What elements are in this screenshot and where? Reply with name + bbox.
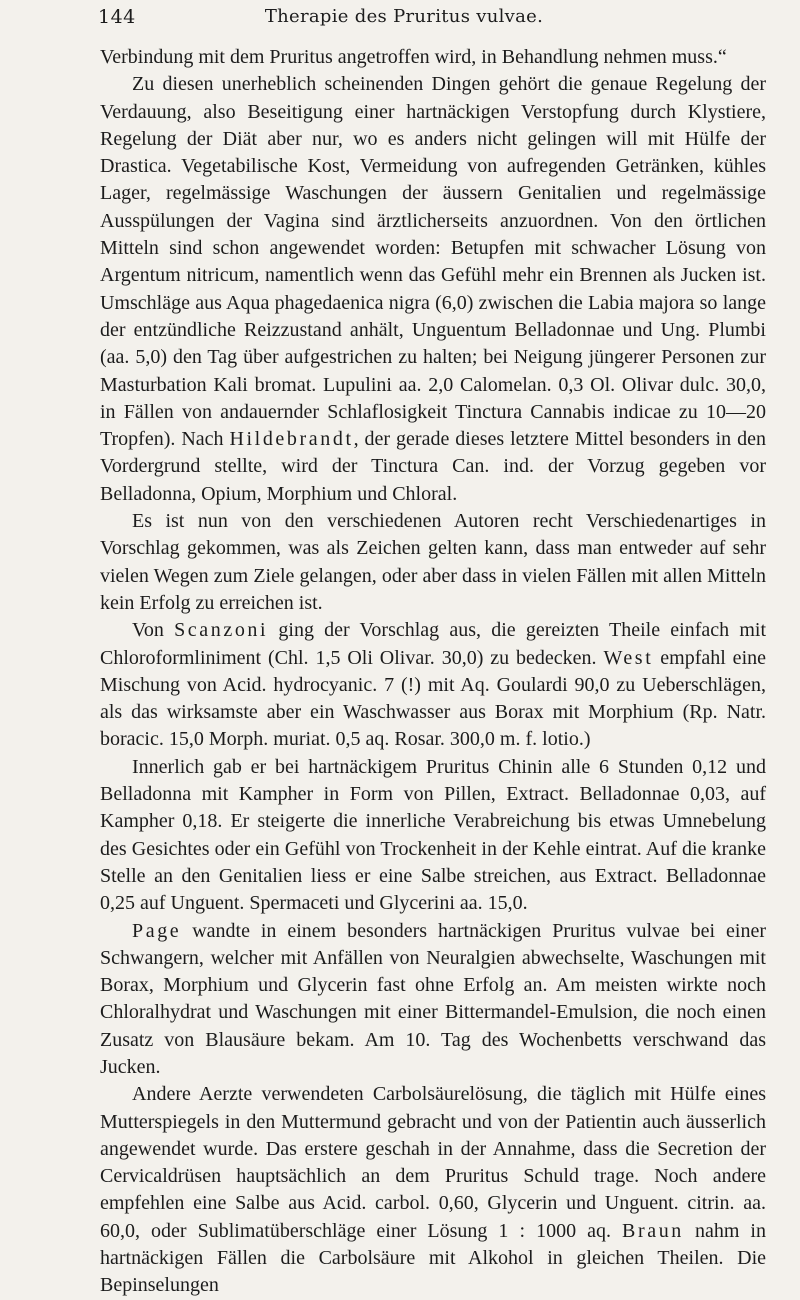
text-segment: Zu diesen unerheblich scheinenden Dingen gehört die genaue Regelung der Verdauung, also Beseitigung einer hartnäckigen Verstopfung durch Klystiere, Regelung der Diät aber nur, wo es anders nicht gelingen will mit Hülfe der Drastica. Vegetabilische Kost, Vermeidung von aufregenden Getränken, kühles Lager, regelmässige Waschungen der äussern Genitalien und regelmässige Ausspülungen der Vagina sind ärztlicherseits anzuordnen. Von den örtlichen Mitteln sind schon angewendet worden: Betupfen mit schwacher Lösung von Argentum nitricum, namentlich wenn das Gefühl mehr ein Brennen als Jucken ist. Umschläge aus Aqua phagedaenica nigra (6,0) zwischen die Labia majora so lange der entzündliche Reizzustand anhält, Unguentum Belladonnae und Ung. Plumbi (aa. 5,0) den Tag über aufgestrichen zu halten; bei Neigung jüngerer Personen zur Masturbation Kali bromat. Lupulini aa. 2,0 Calomelan. 0,3 Ol. Olivar dulc. 30,0, in Fällen von andauernder Schlaflosigkeit Tinctura Cannabis indicae zu 10—20 Tropfen). Nach <box>100 73 766 451</box>
page-number: 144 <box>98 6 136 28</box>
author-name: Hildebrandt <box>229 428 354 451</box>
paragraph <box>100 754 766 918</box>
text-segment: empfahl eine Mischung von Acid. hydrocyanic. 7 (!) mit Aq. Goulardi 90,0 zu Ueberschlägen, als das wirksamste aber ein Waschwasser aus Borax mit Morphium (Rp. Natr. boracic. 15,0 Morph. muriat. 0,5 aq. Rosar. 300,0 m. f. lotio.) <box>100 646 766 751</box>
page-header <box>98 6 710 32</box>
author-name: Braun <box>622 1219 684 1242</box>
text-segment: Verbindung mit dem Pruritus angetroffen wird, in Behandlung nehmen muss.“ <box>100 46 727 68</box>
author-name: Page <box>132 919 182 942</box>
text-segment: Andere Aerzte verwendeten Carbolsäurelösung, die täglich mit Hülfe eines Mutterspiegels in den Muttermund gebracht und von der Patientin auch äusserlich angewendet wurde. Das erstere geschah in der Annahme, dass die Secretion der Cervicaldrüsen hauptsächlich an dem Pruritus Schuld trage. Noch andere empfehlen eine Salbe aus Acid. carbol. 0,60, Glycerin und Unguent. citrin. aa. 60,0, oder Sublimatüberschläge einer Lösung 1 : 1000 aq. <box>100 1083 766 1242</box>
text-segment: wandte in einem besonders hartnäckigen Pruritus vulvae bei einer Schwangern, welcher mit Anfällen von Neuralgien abwechselte, Waschungen mit Borax, Morphium und Glycerin fast ohne Erfolg an. Am meisten wirkte noch Chloralhydrat und Waschungen mit einer Bittermandel-Emulsion, die noch einen Zusatz von Blausäure bekam. Am 10. Tag des Wochenbetts verschwand das Jucken. <box>100 919 766 1078</box>
running-title: Therapie des Pruritus vulvae. <box>264 6 544 27</box>
text-segment: Es ist nun von den verschiedenen Autoren recht Verschiedenartiges in Vorschlag gekommen, was als Zeichen gelten kann, dass man entweder auf sehr vielen Wegen zum Ziele gelangen, oder aber dass in vielen Fällen mit allen Mitteln kein Erfolg zu erreichen ist. <box>100 510 766 614</box>
text-segment: Innerlich gab er bei hartnäckigem Pruritus Chinin alle 6 Stunden 0,12 und Belladonna mit Kampher in Form von Pillen, Extract. Belladonnae 0,03, auf Kampher 0,18. Er steigerte die innerliche Verabreichung bis etwas Umnebelung des Gesichtes oder ein Gefühl von Trockenheit in der Kehle eintrat. Auf die kranke Stelle an den Genitalien liess er eine Salbe streichen, aus Extract. Belladonnae 0,25 auf Unguent. Spermaceti und Glycerini aa. 15,0. <box>100 755 766 915</box>
paragraph <box>100 918 766 1082</box>
paragraph <box>100 71 766 508</box>
paragraph <box>100 1081 766 1299</box>
author-name: West <box>603 646 654 669</box>
text-segment: ging der Vorschlag aus, die gereizten Theile einfach mit Chloroformliniment (Chl. 1,5 Oli Olivar. 30,0) zu bedecken. <box>100 619 766 669</box>
paragraph <box>100 508 766 617</box>
paragraph <box>100 617 766 753</box>
text-segment: , der gerade dieses letztere Mittel besonders in den Vordergrund stellte, wird der Tinctura Can. ind. der Vorzug gegeben vor Belladonna, Opium, Morphium und Chloral. <box>100 428 767 505</box>
text-segment: nahm in hartnäckigen Fällen die Carbolsäure mit Alkohol in gleichen Theilen. Die Bepinselungen <box>100 1219 766 1297</box>
text-segment: Von <box>132 619 175 642</box>
paragraph <box>100 44 766 71</box>
author-name: Scanzoni <box>174 619 269 642</box>
body-text <box>100 44 766 1300</box>
